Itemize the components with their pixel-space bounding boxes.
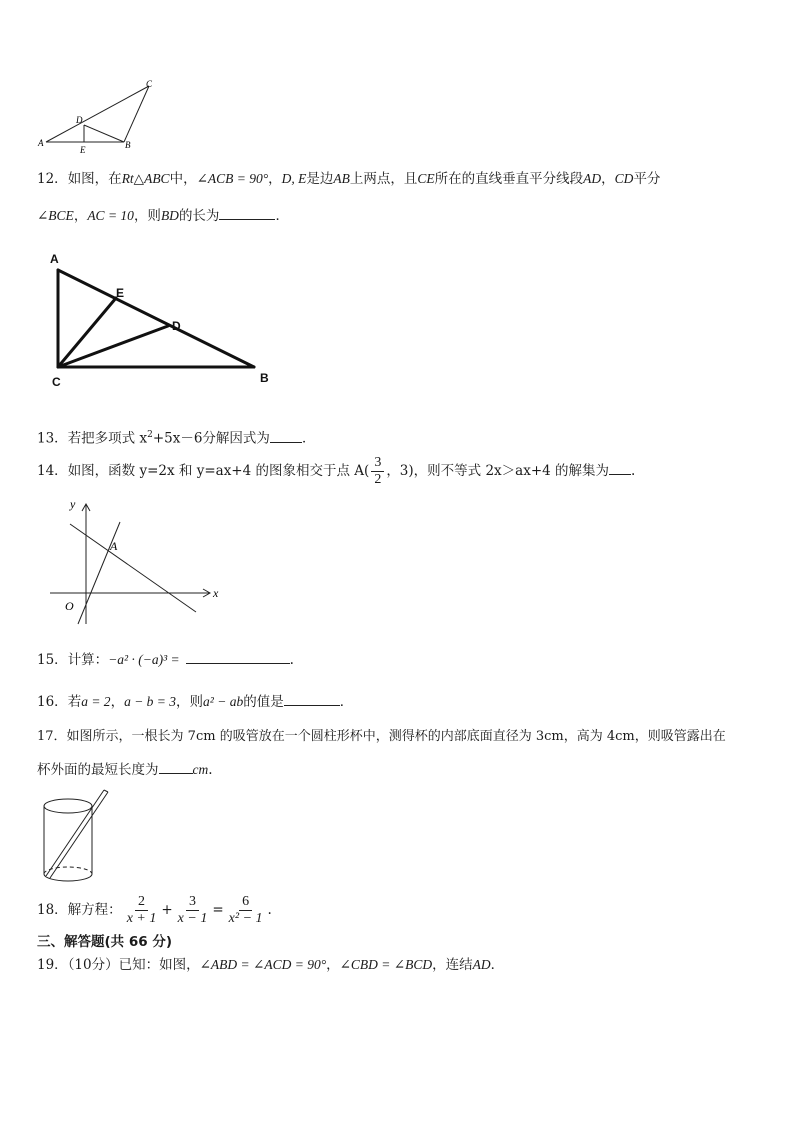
line-ac: [46, 86, 149, 142]
answer-blank: [186, 650, 290, 664]
question-13: 13．若把多项式 $x^2+5x-6$分解因式为 ．: [37, 430, 316, 447]
q14-graph-figure: [48, 494, 228, 629]
label-e: E: [80, 145, 86, 155]
cup-bottom-front: [44, 874, 92, 881]
label-y: y: [70, 497, 76, 511]
q12-triangle-figure: [44, 248, 284, 396]
label-d: D: [76, 115, 83, 125]
question-15: 15．计算：−a² · (−a)³ = .: [37, 652, 294, 668]
section-title: 三、解答题(共 66 分): [37, 934, 173, 950]
q17-cup-straw-figure: [40, 786, 116, 890]
line-db: [84, 125, 124, 142]
question-14: 14．如图，函数 y=2x 和 y=ax+4 的图象相交于点 A( $\frac{3}{2}$ ，3)，则不等式 2x＞ax+4 的解集为 .: [37, 455, 636, 487]
label-a: A: [110, 539, 118, 553]
answer-blank: [270, 429, 302, 443]
fraction-2: $\frac{3}{x - 1}$: [177, 894, 208, 926]
question-number: 16．: [37, 694, 68, 710]
answer-blank: [159, 760, 193, 774]
question-number: 19．: [37, 957, 68, 973]
question-12-line-2: ∠BCE，AC = 10，则BD的长为 ．: [37, 208, 289, 224]
label-c: C: [146, 79, 153, 89]
question-number: 17．: [37, 729, 67, 744]
straw-top: [104, 790, 108, 792]
answer-blank: [219, 206, 275, 220]
question-number: 18．: [37, 902, 68, 918]
label-a: A: [38, 138, 44, 148]
answer-blank: [609, 461, 631, 475]
straw-edge-2: [50, 792, 108, 878]
line-y-2x: [78, 522, 120, 624]
answer-blank: [284, 692, 340, 706]
label-e: E: [116, 286, 125, 300]
fraction-1: $\frac{2}{x + 1}$: [126, 894, 157, 926]
question-17-line-2: 杯外面的最短长度为 cm.: [37, 762, 213, 778]
straw-edge-1: [46, 790, 104, 876]
question-number: 15．: [37, 652, 68, 668]
top-triangle-figure: [36, 78, 161, 156]
label-x: x: [213, 586, 219, 600]
question-18: 18．解方程： $\frac{2}{x + 1}$ + $\frac{3}{x - 1}$ = $\frac{6}{\text{x² − 1}}$ .: [37, 894, 272, 926]
label-d: D: [172, 319, 181, 333]
label-c: C: [52, 375, 61, 389]
side-ab: [58, 270, 254, 367]
cup-top-ellipse: [44, 799, 92, 813]
line-bc: [124, 86, 149, 142]
label-b: B: [260, 371, 269, 385]
question-number: 12．: [37, 171, 68, 187]
question-number: 13．: [37, 430, 68, 447]
question-number: 14．: [37, 463, 68, 479]
fraction-3-2: $\frac{3}{2}$: [371, 455, 384, 488]
question-12-line-1: 12．如图，在Rt△ABC中，∠ACB = 90°，D, E是边AB上两点，且CE所在的直线垂直平分线段AD，CD平分: [37, 171, 661, 187]
label-a: A: [50, 252, 59, 266]
label-o: O: [65, 599, 74, 613]
question-19: 19．（10分）已知：如图，∠ABD = ∠ACD = 90°，∠CBD = ∠BCD，连结AD．: [37, 957, 505, 973]
question-17-line-1: 17．如图所示，一根长为 7cm 的吸管放在一个圆柱形杯中，测得杯的内部底面直径为 3cm，高为 4cm，则吸管露出在: [37, 729, 726, 744]
question-16: 16．若a = 2，a − b = 3，则a² − ab的值是 ．: [37, 694, 354, 710]
fraction-3: $\frac{6}{\text{x² − 1}}$: [228, 894, 263, 926]
label-b: B: [125, 140, 131, 150]
